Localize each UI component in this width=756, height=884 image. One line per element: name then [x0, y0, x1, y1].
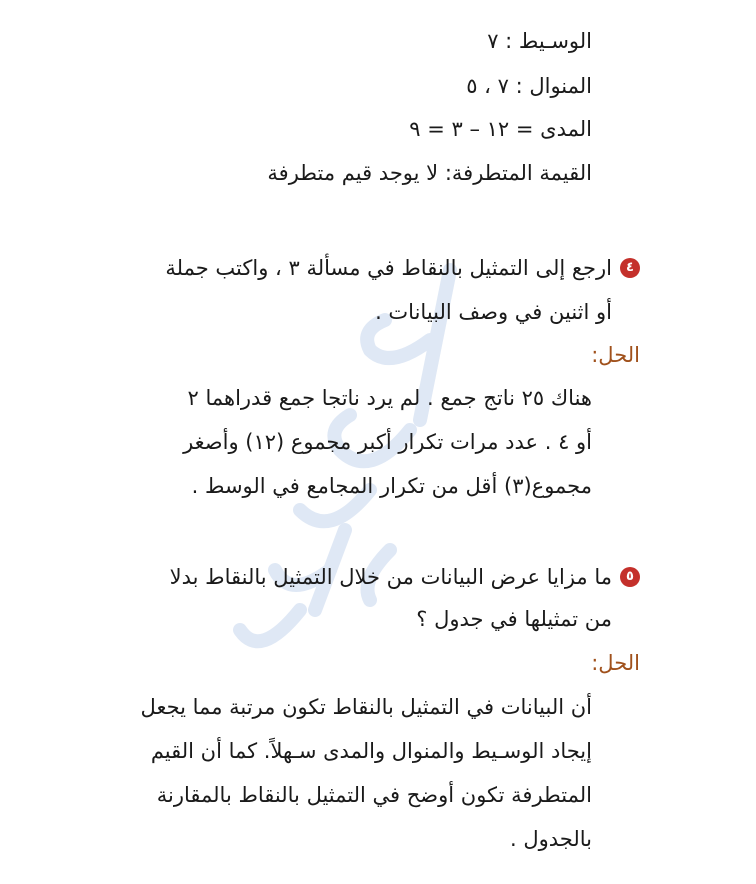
- question-5-answer-line-2: إيجاد الوسـيط والمنوال والمدى سـهلاً. كما أن القيم: [150, 739, 592, 763]
- question-5-answer-line-1: أن البيانات في التمثيل بالنقاط تكون مرتبة مما يجعل: [140, 695, 592, 719]
- question-5-line-1: ما مزايا عرض البيانات من خلال التمثيل بالنقاط بدلا: [169, 565, 612, 589]
- question-5-line-2: من تمثيلها في جدول ؟: [416, 607, 612, 631]
- question-4-line-1: ارجع إلى التمثيل بالنقاط في مسألة ٣ ، واكتب جملة: [165, 256, 612, 280]
- question-5-solution-label: الحل:: [591, 651, 640, 675]
- question-4-answer-line-2: أو ٤ . عدد مرات تكرار أكبر مجموع (١٢) وأصغر: [183, 430, 592, 454]
- question-4-solution-label: الحل:: [591, 343, 640, 367]
- question-5-badge: ٥: [620, 567, 640, 587]
- outlier-line: القيمة المتطرفة: لا يوجد قيم متطرفة: [267, 161, 592, 185]
- question-4-answer-line-1: هناك ٢٥ ناتج جمع . لم يرد ناتجا جمع قدراهما ٢: [187, 386, 592, 410]
- question-5-answer-line-4: بالجدول .: [510, 827, 592, 851]
- range-line: المدى = ١٢ – ٣ = ٩: [409, 117, 592, 141]
- question-4-answer-line-3: مجموع(٣) أقل من تكرار المجامع في الوسط .: [191, 474, 592, 498]
- mode-line: المنوال : ٧ ، ٥: [466, 74, 592, 98]
- question-5-answer-line-3: المتطرفة تكون أوضح في التمثيل بالنقاط بالمقارنة: [156, 783, 592, 807]
- question-4-line-2: أو اثنين في وصف البيانات .: [375, 300, 612, 324]
- question-4-badge: ٤: [620, 258, 640, 278]
- median-line: الوسـيط : ٧: [487, 29, 592, 53]
